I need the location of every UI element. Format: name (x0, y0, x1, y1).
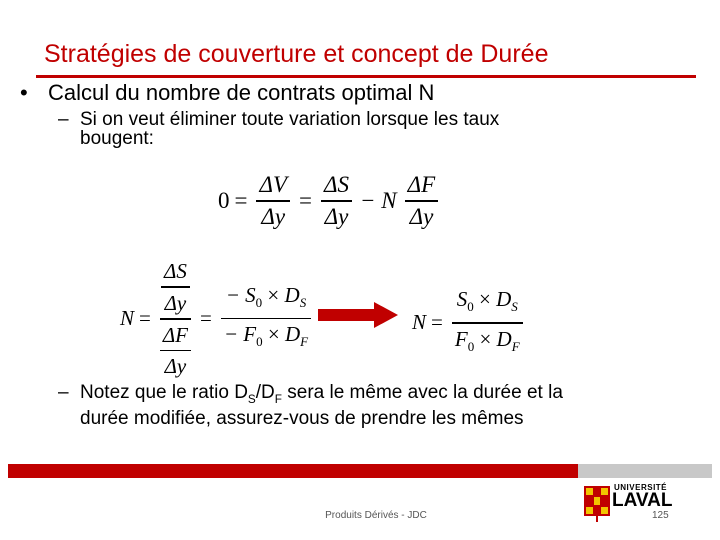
footer-text: Produits Dérivés - JDC (325, 510, 427, 521)
fraction-df-dy: $\frac{\Delta F}{\Delta y}$ (405, 170, 439, 232)
bullet-marker: • (20, 80, 28, 105)
slide-title: Stratégies de couverture et concept de Durée (44, 40, 549, 68)
sub-bullet-2: – Notez que le ratio $D_S/D_F$ sera le même avec la durée et la durée modifiée, assurez-vous de prendre les mêmes (58, 382, 563, 429)
sub-bullet-1 (58, 110, 499, 148)
equation-1: 0 = $\frac{\Delta V}{\Delta y}$ = $\frac{\Delta S}{\Delta y}$ − N $\frac{\Delta F}{\Delta y}$ (218, 170, 442, 232)
sub-bullet-2-line2: durée modifiée, assurez-vous de prendre les mêmes (80, 407, 524, 429)
bullet-1-text: Calcul du nombre de contrats optimal N (48, 80, 435, 105)
fraction-result: $\frac{S_0 \times D_S}{F_0 \times D_F}$ (452, 284, 523, 362)
fraction-ds-dy: $\frac{\Delta S}{\Delta y}$ (321, 170, 352, 232)
sub-bullet-1-line2: bougent: (80, 128, 154, 149)
page-number: 125 (652, 510, 669, 521)
dash-marker: – (58, 109, 69, 130)
compound-fraction: $\frac{\frac{\Delta S}{\Delta y}}{\frac{\Delta F}{\Delta y}}$ (160, 256, 191, 381)
footer-bar-red (8, 464, 578, 478)
bullet-1 (20, 80, 434, 106)
right-arrow-icon (318, 302, 398, 328)
logo-line2: LAVAL (612, 490, 673, 511)
fraction-dv-dy: $\frac{\Delta V}{\Delta y}$ (256, 170, 290, 232)
title-underline (36, 75, 696, 78)
dash-marker: – (58, 382, 69, 403)
fraction-s-over-f: $\frac{- S_0 \times D_S}{- F_0 \times D_F}$ (221, 280, 311, 358)
equation-2: N = $\frac{\frac{\Delta S}{\Delta y}}{\frac{\Delta F}{\Delta y}}$ = $\frac{- S_0 \times D_S}{- F_0 \times D_F}$ (120, 256, 315, 381)
sub-bullet-1-line1: Si on veut éliminer toute variation lorsque les taux (80, 109, 500, 130)
logo-line1: UNIVERSITÉ (614, 483, 668, 492)
equation-3: N = $\frac{S_0 \times D_S}{F_0 \times D_F}$ (412, 284, 527, 362)
